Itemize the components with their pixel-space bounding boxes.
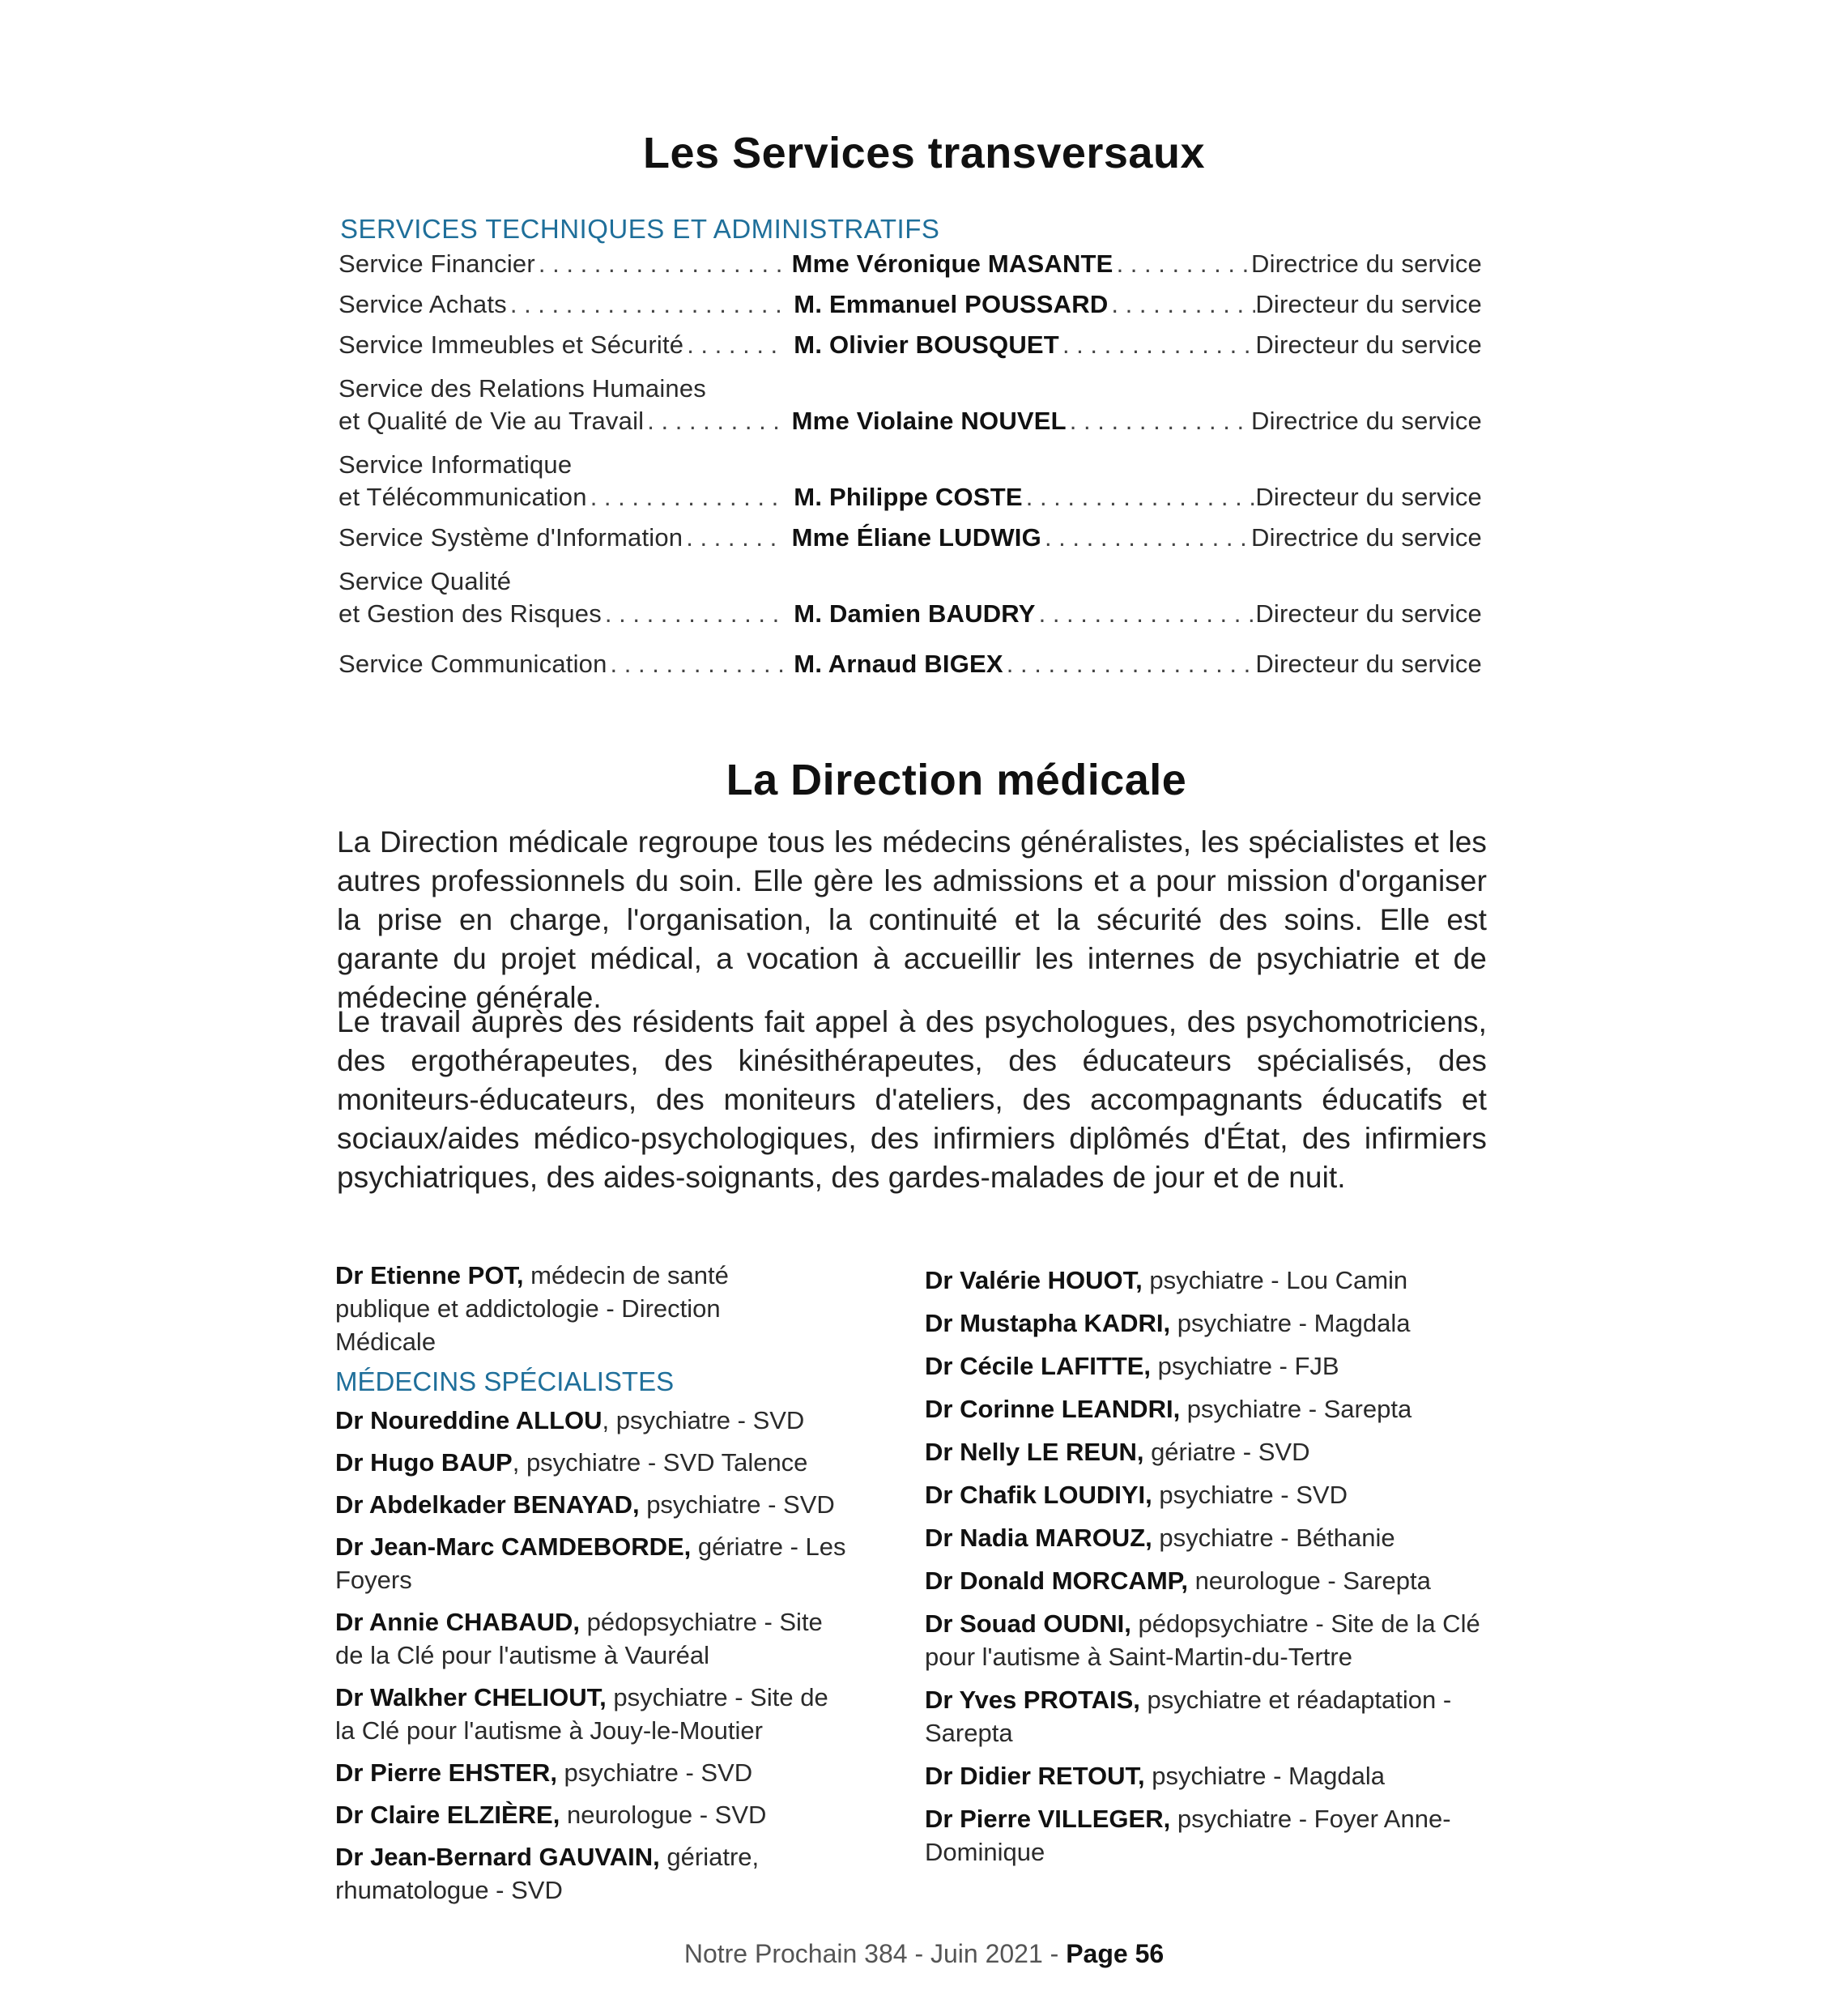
doctor-desc: psychiatre - SVD [556, 1758, 753, 1787]
service-head-name: M. Damien BAUDRY [794, 599, 1036, 628]
doctor-name: Dr Hugo BAUP [335, 1448, 513, 1477]
service-line [339, 650, 1482, 690]
service-head [794, 483, 1255, 512]
doctor-desc: psychiatre - SVD [1152, 1481, 1348, 1509]
leader-dots [686, 523, 783, 552]
doctor-desc: gériatre, rhumatologue - SVD [335, 1843, 760, 1904]
service-name [339, 650, 786, 679]
doctor-desc: gériatre - Les Foyers [335, 1532, 846, 1594]
doctor-name: Dr Nelly LE REUN, [925, 1438, 1144, 1466]
doctor-entry [925, 1607, 1508, 1673]
doctor-desc: pédopsychiatre - Site de la Clé pour l'autisme à Saint-Martin-du-Tertre [925, 1609, 1480, 1671]
service-name-text: Service Immeubles et Sécurité [339, 330, 684, 359]
service-line [339, 330, 1482, 371]
doctor-name: Dr Cécile LAFITTE, [925, 1352, 1152, 1380]
service-name-text: Service Système d'Information [339, 523, 683, 552]
service-name-text: Service Financier [339, 249, 535, 278]
service-head-name: Mme Violaine NOUVEL [791, 407, 1067, 435]
doctor-entry [335, 1605, 837, 1672]
tech-admin-heading: SERVICES TECHNIQUES ET ADMINISTRATIFS [340, 214, 940, 244]
leader-dots [611, 650, 786, 679]
service-name [339, 290, 786, 319]
service-row [339, 290, 1482, 330]
service-role: Directeur du service [1255, 483, 1482, 511]
leader-dots [1111, 290, 1255, 319]
doctor-entry [925, 1349, 1540, 1383]
doctor-name: Dr Pierre EHSTER, [335, 1758, 557, 1787]
service-head [792, 407, 1251, 436]
doctor-desc: neurologue - SVD [560, 1801, 767, 1829]
doctor-name: Dr Jean-Bernard GAUVAIN, [335, 1843, 660, 1871]
doctor-entry [925, 1435, 1540, 1468]
doctor-name: Dr Chafik LOUDIYI, [925, 1481, 1152, 1509]
service-name [339, 330, 786, 360]
service-row [339, 249, 1482, 290]
doctor-desc: psychiatre et réadaptation - Sarepta [925, 1686, 1452, 1747]
doctor-entry [335, 1756, 902, 1789]
service-row [339, 523, 1482, 564]
doctor-name: Dr Corinne LEANDRI, [925, 1395, 1181, 1423]
service-head-name: M. Olivier BOUSQUET [794, 330, 1059, 359]
doctor-entry [925, 1802, 1540, 1869]
direction-paragraph-1: La Direction médicale regroupe tous les médecins généralistes, les spécialistes et les autres professionnels du soin. Elle gère les admissions et a pour mission d'organiser la prise en charge, l'organisation, la continuité et la sécurité des soins. Elle est garante du projet médical, a vocation à accueillir les internes de psychiatrie et de médecine générale. [337, 825, 1487, 1014]
specialists-heading: MÉDECINS SPÉCIALISTES [335, 1366, 675, 1396]
service-name-text: et Gestion des Risques [339, 599, 602, 628]
leader-dots [539, 249, 784, 279]
doctor-entry [925, 1264, 1540, 1297]
service-line [339, 523, 1482, 564]
service-name-text: et Télécommunication [339, 483, 587, 511]
footer-text: Notre Prochain 384 - Juin 2021 - [683, 1939, 1067, 1968]
doctor-name: Dr Nadia MAROUZ, [925, 1524, 1152, 1552]
doctor-name: Dr Mustapha KADRI, [925, 1309, 1171, 1337]
doctor-desc: psychiatre - Magdala [1170, 1309, 1411, 1337]
doctor-desc: , psychiatre - SVD Talence [512, 1448, 808, 1477]
doctor-name: Dr Noureddine ALLOU [335, 1406, 603, 1434]
service-row [339, 650, 1482, 690]
leader-dots [1062, 330, 1255, 360]
doctor-desc: psychiatre - FJB [1151, 1352, 1339, 1380]
doctors-right-column [925, 1264, 1540, 1878]
doctor-entry [335, 1681, 837, 1747]
doctor-desc: psychiatre - Site de la Clé pour l'autisme à Jouy-le-Moutier [335, 1683, 828, 1745]
doctor-name: Dr Walkher CHELIOUT, [335, 1683, 607, 1711]
doctor-entry [335, 1798, 902, 1831]
doctor-entry [335, 1446, 902, 1479]
doctor-desc: psychiatre - Béthanie [1152, 1524, 1395, 1552]
specialists-list-left [335, 1404, 902, 1907]
service-head [794, 290, 1255, 319]
page-number: Page 56 [1066, 1939, 1165, 1968]
direction-title: La Direction médicale [726, 756, 1187, 804]
service-name [339, 599, 786, 629]
service-line [339, 407, 1482, 447]
leader-dots [1070, 407, 1251, 436]
leader-dots [1026, 483, 1256, 512]
doctor-name: Dr Pierre VILLEGER, [925, 1805, 1171, 1833]
doctor-name: Dr Didier RETOUT, [925, 1762, 1145, 1790]
service-name [339, 483, 786, 512]
service-name [339, 249, 784, 279]
main-doctor [335, 1259, 821, 1358]
doctor-entry [335, 1404, 902, 1437]
service-head [792, 249, 1251, 279]
service-row [339, 564, 1482, 640]
doctor-desc: gériatre - SVD [1143, 1438, 1310, 1466]
doctor-desc: psychiatre - Magdala [1144, 1762, 1385, 1790]
specialists-list-right [925, 1264, 1540, 1869]
service-role: Directrice du service [1250, 407, 1482, 435]
service-name-text: Service Achats [339, 290, 507, 318]
page-footer [0, 1939, 1848, 1969]
direction-paragraph-2: Le travail auprès des résidents fait appel à des psychologues, des psychomotriciens, des ergothérapeutes, des kinésithérapeutes, des éducateurs spécialisés, des moniteurs-éducateurs, des moniteurs d'ateliers, des accompagnants éducatifs et sociaux/aides médico-psychologiques, des infirmiers diplômés d'État, des infirmiers psychiatriques, des aides-soignants, des gardes-malades de jour et de nuit. [337, 1005, 1487, 1194]
doctor-desc: psychiatre - Sarepta [1180, 1395, 1412, 1423]
doctor-name: Dr Donald MORCAMP, [925, 1566, 1188, 1595]
doctor-name: Dr Claire ELZIÈRE, [335, 1801, 560, 1829]
services-title: Les Services transversaux [643, 129, 1205, 177]
leader-dots [590, 483, 786, 512]
service-head [794, 330, 1255, 360]
service-head [792, 523, 1251, 552]
doctor-desc: psychiatre - Foyer Anne-Dominique [925, 1805, 1451, 1866]
doctor-desc: neurologue - Sarepta [1187, 1566, 1431, 1595]
leader-dots [1117, 249, 1251, 279]
service-name-line: Service Qualité [339, 567, 512, 595]
service-role: Directrice du service [1250, 523, 1482, 552]
services-list [339, 249, 1482, 690]
doctor-desc: médecin de santé publique et addictologie - Direction Médicale [335, 1261, 729, 1356]
doctor-entry [335, 1530, 902, 1596]
service-role: Directrice du service [1250, 249, 1482, 278]
doctor-name: Dr Yves PROTAIS, [925, 1686, 1140, 1714]
service-line [339, 483, 1482, 523]
doctor-entry [925, 1306, 1540, 1340]
doctor-entry [925, 1683, 1540, 1750]
service-head [794, 599, 1255, 629]
leader-dots [1045, 523, 1251, 552]
doctor-entry [335, 1840, 902, 1907]
doctor-desc: psychiatre - Lou Camin [1142, 1266, 1408, 1294]
doctors-left-column [335, 1259, 902, 1916]
doctor-desc: , psychiatre - SVD [602, 1406, 805, 1434]
doctor-name: Dr Abdelkader BENAYAD, [335, 1490, 640, 1519]
service-row [339, 330, 1482, 371]
service-line [339, 290, 1482, 330]
service-name-text: Service Communication [339, 650, 607, 678]
doctor-name: Dr Etienne POT, [335, 1261, 524, 1289]
doctor-name: Dr Jean-Marc CAMDEBORDE, [335, 1532, 692, 1561]
doctor-desc: pédopsychiatre - Site de la Clé pour l'autisme à Vauréal [335, 1608, 823, 1669]
service-role: Directeur du service [1255, 650, 1482, 678]
leader-dots [510, 290, 786, 319]
service-role: Directeur du service [1255, 599, 1482, 628]
service-line [339, 599, 1482, 640]
service-row [339, 447, 1482, 523]
service-head-name: M. Arnaud BIGEX [794, 650, 1003, 678]
service-name-line: Service Informatique [339, 450, 573, 479]
doctor-name: Dr Souad OUDNI, [925, 1609, 1131, 1638]
doctor-entry [925, 1759, 1540, 1792]
leader-dots [605, 599, 786, 629]
leader-dots [687, 330, 786, 360]
service-role: Directeur du service [1255, 290, 1482, 318]
doctor-entry [925, 1521, 1540, 1554]
service-name-text: et Qualité de Vie au Travail [339, 407, 645, 435]
service-row [339, 371, 1482, 447]
service-head-name: M. Philippe COSTE [794, 483, 1023, 511]
leader-dots [1007, 650, 1256, 679]
service-name-line: Service des Relations Humaines [339, 374, 706, 403]
leader-dots [1039, 599, 1256, 629]
doctor-entry [925, 1392, 1540, 1426]
service-head-name: M. Emmanuel POUSSARD [794, 290, 1109, 318]
service-role: Directeur du service [1255, 330, 1482, 359]
doctor-name: Dr Valérie HOUOT, [925, 1266, 1143, 1294]
doctor-name: Dr Annie CHABAUD, [335, 1608, 580, 1636]
doctor-desc: psychiatre - SVD [639, 1490, 835, 1519]
service-head [794, 650, 1255, 679]
doctor-entry [335, 1488, 902, 1521]
service-name [339, 523, 784, 552]
service-head-name: Mme Éliane LUDWIG [791, 523, 1041, 552]
service-name [339, 407, 784, 436]
leader-dots [647, 407, 783, 436]
doctor-entry [925, 1478, 1540, 1511]
service-line [339, 249, 1482, 290]
service-head-name: Mme Véronique MASANTE [791, 249, 1113, 278]
doctor-entry [925, 1564, 1540, 1597]
